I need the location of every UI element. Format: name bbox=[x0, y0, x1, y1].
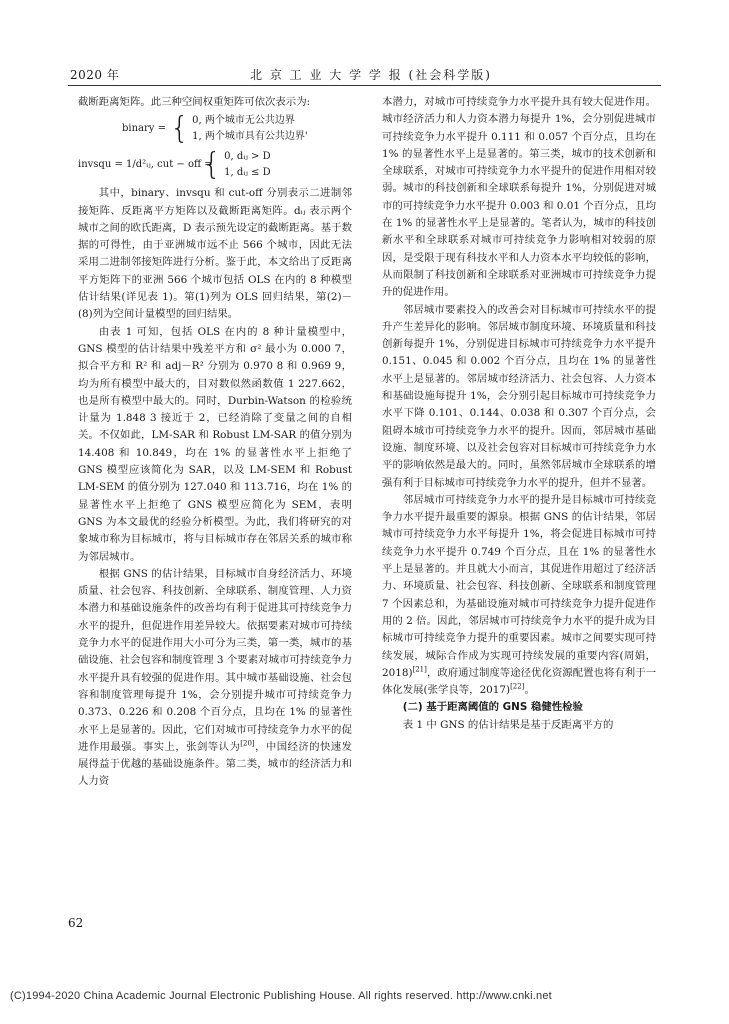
formula-binary bbox=[78, 113, 352, 145]
citation-22: [22] bbox=[510, 682, 525, 691]
left-paragraph-3-tail: ，中国经济的快速发展得益于优越的基础设施条件。第二类，城市的经济活力和人力资 bbox=[78, 740, 352, 788]
formula-invsqu-lhs: invsqu = 1/d²ᵢⱼ, cut − off = bbox=[78, 159, 213, 171]
citation-20: [20] bbox=[240, 739, 255, 748]
left-paragraph-3 bbox=[78, 566, 352, 791]
formula-binary-case-0: 0, 两个城市无公共边界 bbox=[192, 115, 295, 127]
formula-brace: { bbox=[170, 111, 190, 147]
left-column bbox=[78, 94, 352, 791]
section-heading: (二) 基于距离阈值的 GNS 稳健性检验 bbox=[402, 701, 583, 714]
left-paragraph-3-text: 根据 GNS 的估计结果，目标城市自身经济活力、环境质量、社会包容、科技创新、全球联系、制度管理、人力资本潜力和基础设施条件的改善均有利于促进其可持续竞争力水平的提升，但促进作用差异较大。依据要素对城市可持续竞争力水平的促进作用大小可分为三类，第一类，城市的基础设施、社会包容和制度管理 3 个要素对城市可持续竞争力水平提升具有较强的促进作用。其中城市基础设施、社会包容和制度管理每提升 1%，会分别提升城市可持续竞争力 0.373、0.226 和 0.208 个百分点，且均在 1% 的显著性水平上是显著的。因此，它们对城市可持续竞争力水平的促进作用最强。事实上，张剑等认为 bbox=[78, 567, 352, 753]
right-column bbox=[382, 94, 656, 734]
formula-binary-lhs: binary = bbox=[122, 123, 166, 135]
page-number: 62 bbox=[68, 916, 84, 930]
right-paragraph-3-text: 邻居城市可持续竞争力水平的提升是目标城市可持续竞争力水平提升最重要的源泉。根据 GNS 的估计结果，邻居城市可持续竞争力水平每提升 1%，将会促进目标城市可持续竞争力水平提升 0.749 个百分点，且在 1% 的显著性水平上是显著的。并且就大小而言，其促进作用超过了经济活力、环境质量、社会包容、科技创新、全球联系和制度管理 7 个因素总和，为基础设施对城市可持续竞争力提升促进作用的 2 倍。因此，邻居城市可持续竞争力水平的提升成为目标城市可持续竞争力提升的重要因素。城市之间要实现可持续发展，城际合作成为实现可持续发展的重要内容(周娟，2018) bbox=[382, 493, 656, 679]
formula-brace: { bbox=[202, 147, 222, 183]
running-header-journal-title: 北 京 工 业 大 学 学 报 (社会科学版) bbox=[250, 68, 492, 82]
right-paragraph-1: 本潜力，对城市可持续竞争力水平提升具有较大促进作用。城市经济活力和人力资本潜力每提升 1%，会分别促进城市可持续竞争力水平提升 0.111 和 0.057 个百分点，且均在 1% 的显著性水平上是显著的。第三类，城市的技术创新和全球联系，对城市可持续竞争力水平提升的促进作用相对较弱。城市的科技创新和全球联系每提升 1%，分别促进对城市的可持续竞争力水平提升 0.003 和 0.01 个百分点，且均在 1% 的显著性水平上是显著的。笔者认为，城市的科技创新水平和全球联系对城市可持续竞争力影响相对较弱的原因，是受限于现有科技水平和人力资本水平均较低的影响，从而限制了科技创新和全球联系对亚洲城市可持续竞争力提升的促进作用。 bbox=[382, 96, 656, 299]
right-paragraph-3-mid: ，政府通过制度等途径优化资源配置也将有利于一体化发展(张学良等，2017) bbox=[382, 666, 656, 697]
right-paragraph-3-end: 。 bbox=[524, 684, 535, 697]
right-paragraph-3 bbox=[382, 492, 656, 700]
formula-binary-case-1: 1, 两个城市具有公共边界' bbox=[192, 131, 308, 143]
left-paragraph-1: 其中，binary、invsqu 和 cut-off 分别表示二进制邻接矩阵、反距离平方矩阵以及截断距离矩阵。dᵢⱼ 表示两个城市之间的欧氏距离，D 表示预先设定的截断距离。基于数据的可得性，由于亚洲城市远不止 566 个城市，因此无法采用二进制邻接矩阵进行分析。鉴于此，本文给出了反距离平方矩阵下的亚洲 566 个城市包括 OLS 在内的 8 种模型估计结果(详见表 1)。第(1)列为 OLS 回归结果，第(2)－(8)列为空间计量模型的回归结果。 bbox=[78, 187, 352, 321]
formula-cutoff-case-1: 1, dᵢⱼ ≤ D bbox=[224, 167, 271, 179]
formula-invsqu-cutoff bbox=[78, 149, 352, 181]
citation-21: [21] bbox=[412, 665, 427, 674]
right-paragraph-2: 邻居城市要素投入的改善会对目标城市可持续水平的提升产生差异化的影响。邻居城市制度环境、环境质量和科技创新每提升 1%，分别促进目标城市可持续竞争力水平提升 0.151、0.045 和 0.002 个百分点，且均在 1% 的显著性水平上是显著的。邻居城市经济活力、社会包容、人力资本和基础设施每提升 1%，会分别引起目标城市可持续竞争力水平下降 0.101、0.144、0.038 和 0.307 个百分点，会阻碍本城市可持续竞争力水平的提升。因而，邻居城市基础设施、制度环境、以及社会包容对目标城市可持续竞争力水平的影响依然是最大的。同时，虽然邻居城市全球联系的增强有利于目标城市可持续竞争力水平的提升，但并不显著。 bbox=[382, 303, 656, 489]
left-paragraph-2: 由表 1 可知，包括 OLS 在内的 8 种计量模型中，GNS 模型的估计结果中残差平方和 σ² 最小为 0.000 7，拟合平方和 R² 和 adj－R² 分别为 0.970 8 和 0.969 9，均为所有模型中最大的，目对数似然函数值 1 227.662，也是所有模型中最大的。同时，Durbin-Watson 的检验统计量为 1.848 3 接近于 2，已经消除了变量之间的自相关。不仅如此，LM-SAR 和 Robust LM-SAR 的值分别为 14.408 和 10.849，均在 1% 的显著性水平上拒绝了 GNS 模型应该简化为 SAR，以及 LM-SEM 和 Robust LM-SEM 的值分别为 127.040 和 113.716，均在 1% 的显著性水平上拒绝了 GNS 模型应简化为 SEM，表明 GNS 为本文最优的经验分析模型。为此，我们将研究的对象城市称为目标城市，将与目标城市存在邻居关系的城市称为邻居城市。 bbox=[78, 325, 352, 563]
left-intro: 截断距离矩阵。此三种空间权重矩阵可依次表示为: bbox=[78, 96, 311, 108]
copyright-footer: (C)1994-2020 China Academic Journal Electronic Publishing House. All rights reserved. http://www.cnki.net bbox=[10, 990, 552, 1002]
header-divider bbox=[68, 85, 661, 86]
running-header-year: 2020 年 bbox=[70, 68, 120, 82]
formula-cutoff-case-0: 0, dᵢⱼ > D bbox=[224, 151, 271, 163]
right-paragraph-4: 表 1 中 GNS 的估计结果是基于反距离平方的 bbox=[402, 718, 614, 731]
